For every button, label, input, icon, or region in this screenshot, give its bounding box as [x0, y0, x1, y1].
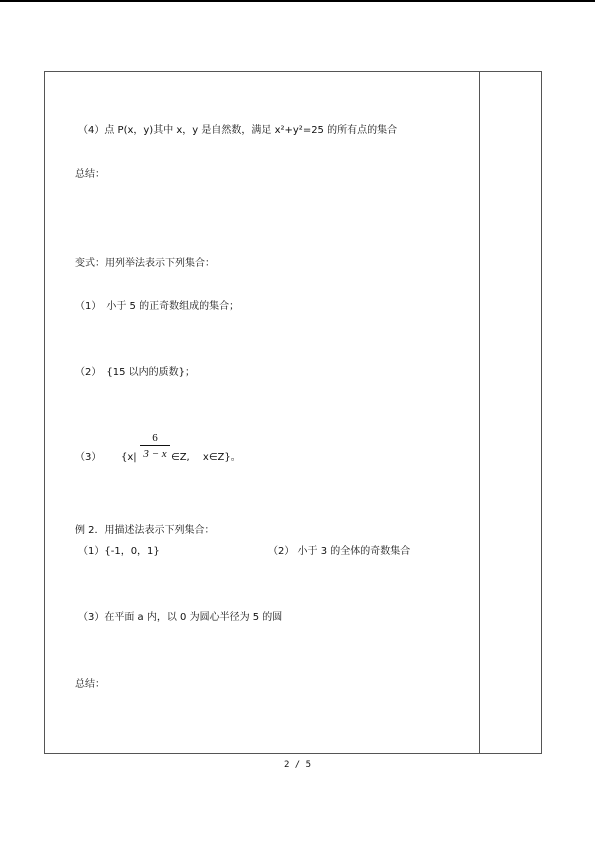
fraction-numerator: 6	[152, 432, 158, 444]
fraction-denominator: 3 − x	[143, 448, 167, 460]
set-condition-tail: ∈Z, x∈Z}。	[171, 452, 241, 463]
column-divider	[479, 71, 480, 754]
fraction-6-over-3-minus-x	[140, 432, 170, 460]
item-4-text: （4）点 P(x，y)其中 x，y 是自然数，满足 x²+y²=25 的所有点的集合	[78, 125, 398, 136]
top-rule	[0, 0, 595, 2]
variant-item-2: （2） {15 以内的质数}；	[75, 367, 195, 378]
example-item-3: （3）在平面 a 内，以 0 为圆心半径为 5 的圆	[78, 612, 283, 623]
variant-item-1: （1） 小于 5 的正奇数组成的集合；	[75, 301, 240, 312]
fraction-bar	[140, 445, 170, 446]
set-open-brace: {x|	[121, 452, 137, 463]
summary-label-1: 总结：	[75, 169, 105, 180]
table-frame	[44, 71, 542, 754]
variant-item-3-label: （3）	[75, 452, 102, 463]
variant-title: 变式：用列举法表示下列集合：	[75, 258, 215, 269]
example-item-1: （1）{-1，0，1}	[78, 546, 160, 557]
summary-label-2: 总结：	[75, 679, 105, 690]
example-2-title: 例 2．用描述法表示下列集合：	[75, 525, 215, 536]
page-number: 2 / 5	[283, 760, 312, 770]
example-item-2: （2） 小于 3 的全体的奇数集合	[268, 546, 411, 557]
